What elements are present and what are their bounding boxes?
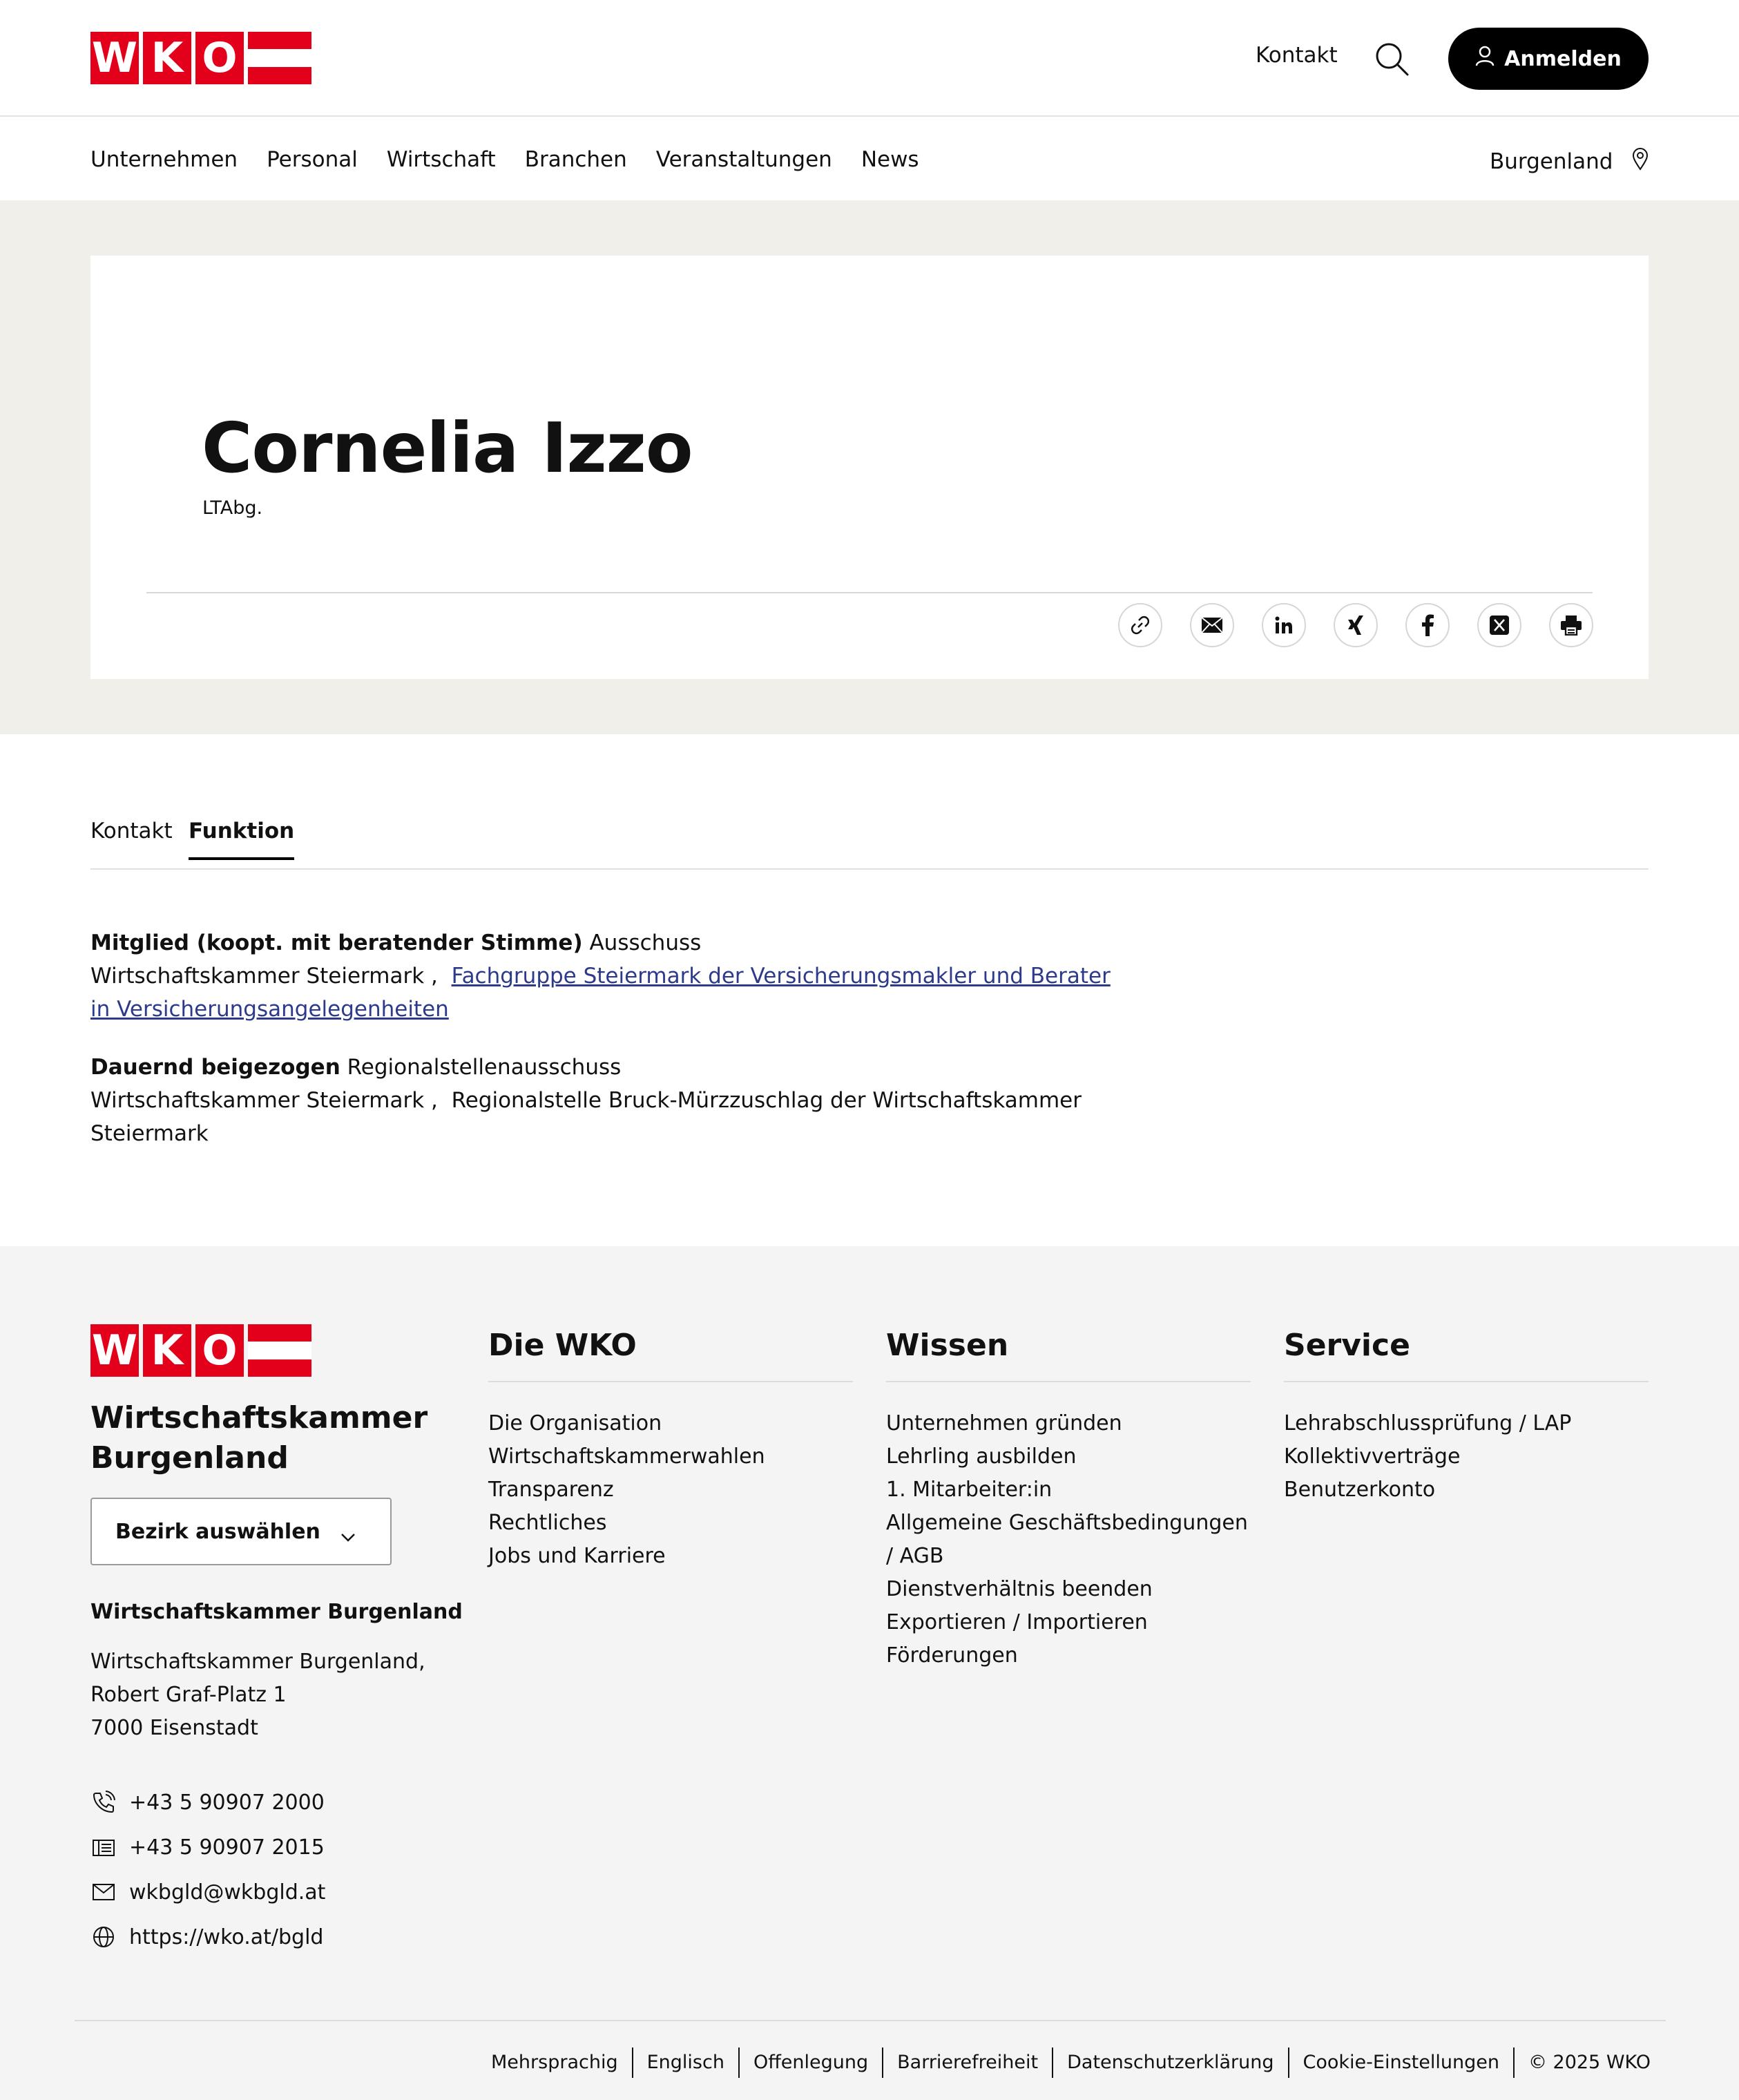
search-icon[interactable] xyxy=(1374,41,1410,77)
legal-link-barrierefreiheit[interactable]: Barrierefreiheit xyxy=(882,2048,1052,2078)
function-unit-link[interactable]: Fachgruppe Steiermark der Versicherungsmakler und Berater in Versicherungsangelegenheiten xyxy=(90,964,1111,1022)
nav-item-personal[interactable]: Personal xyxy=(267,147,358,172)
function-body: Regionalstellenausschuss xyxy=(347,1055,622,1080)
tab-kontakt[interactable]: Kontakt xyxy=(90,819,173,843)
legal-link-offenlegung[interactable]: Offenlegung xyxy=(738,2048,882,2078)
website-link[interactable] xyxy=(90,1924,323,1950)
address-title: Wirtschaftskammer Burgenland xyxy=(90,1600,463,1624)
user-icon xyxy=(1475,46,1495,72)
austria-flag-icon xyxy=(248,1324,311,1377)
footer-link[interactable]: 1. Mitarbeiter:in xyxy=(886,1478,1053,1502)
footer-link[interactable]: Förderungen xyxy=(886,1643,1018,1668)
site-footer xyxy=(0,1246,1739,2100)
chevron-down-icon xyxy=(340,1524,356,1548)
person-name: Cornelia Izzo xyxy=(202,408,693,488)
copyright: © 2025 WKO xyxy=(1513,2048,1664,2078)
logo-letter: K xyxy=(143,32,191,84)
footer-link[interactable]: Benutzerkonto xyxy=(1284,1478,1436,1502)
footer-link[interactable]: Die Organisation xyxy=(488,1411,662,1435)
facebook-icon[interactable] xyxy=(1405,603,1450,647)
logo-letter: O xyxy=(195,32,244,84)
legal-link-englisch[interactable]: Englisch xyxy=(632,2048,738,2078)
footer-link[interactable]: Lehrling ausbilden xyxy=(886,1444,1077,1469)
x-icon[interactable] xyxy=(1477,603,1521,647)
header-contact-link[interactable]: Kontakt xyxy=(1256,43,1338,68)
logo-letter: W xyxy=(90,1324,139,1377)
email-address: wkbgld@wkbgld.at xyxy=(129,1880,326,1905)
tab-bar xyxy=(90,819,1649,870)
email-link[interactable] xyxy=(90,1879,325,1905)
fax-icon xyxy=(90,1834,117,1860)
footer-wko-logo[interactable] xyxy=(90,1324,311,1377)
nav-item-wirtschaft[interactable]: Wirtschaft xyxy=(386,147,496,172)
footer-column-die-wko xyxy=(488,1328,853,1573)
address-line: 7000 Eisenstadt xyxy=(90,1716,258,1740)
print-icon[interactable] xyxy=(1549,603,1593,647)
function-org: Wirtschaftskammer Steiermark , xyxy=(90,1088,438,1113)
nav-item-branchen[interactable]: Branchen xyxy=(524,147,627,172)
linkedin-icon[interactable] xyxy=(1262,603,1306,647)
phone-link[interactable] xyxy=(90,1789,325,1815)
fax-link[interactable] xyxy=(90,1834,325,1860)
district-select-label: Bezirk auswählen xyxy=(115,1519,320,1544)
logo-letter: K xyxy=(143,1324,191,1377)
legal-link-cookies[interactable]: Cookie-Einstellungen xyxy=(1288,2048,1513,2078)
function-role: Dauernd beigezogen xyxy=(90,1055,340,1080)
footer-divider xyxy=(75,2020,1666,2021)
site-header xyxy=(0,0,1739,117)
function-entry xyxy=(90,1051,1126,1150)
function-org: Wirtschaftskammer Steiermark , xyxy=(90,964,438,989)
globe-icon xyxy=(90,1924,117,1950)
map-pin-icon xyxy=(1632,147,1649,176)
footer-org-name: Wirtschaftskammer Burgenland xyxy=(90,1400,428,1476)
profile-card xyxy=(90,256,1649,679)
mail-icon xyxy=(90,1879,117,1905)
footer-link[interactable]: Exportieren / Importieren xyxy=(886,1610,1148,1634)
footer-link[interactable]: Allgemeine Geschäftsbedingungen / AGB xyxy=(886,1511,1248,1568)
fax-number: +43 5 90907 2015 xyxy=(129,1835,325,1860)
login-button[interactable] xyxy=(1448,28,1649,90)
region-selector[interactable] xyxy=(1490,147,1649,176)
footer-link[interactable]: Rechtliches xyxy=(488,1511,607,1535)
function-entry xyxy=(90,926,1126,1026)
login-label: Anmelden xyxy=(1504,46,1622,71)
mail-icon[interactable] xyxy=(1190,603,1234,647)
address-line: Wirtschaftskammer Burgenland, xyxy=(90,1650,425,1674)
legal-link-mehrsprachig[interactable]: Mehrsprachig xyxy=(491,2052,618,2073)
austria-flag-icon xyxy=(248,32,311,84)
hero-section xyxy=(0,200,1739,734)
phone-number: +43 5 90907 2000 xyxy=(129,1790,325,1815)
address-line: Robert Graf-Platz 1 xyxy=(90,1683,287,1707)
person-title: LTAbg. xyxy=(202,497,263,519)
wko-logo[interactable] xyxy=(90,32,311,84)
xing-icon[interactable] xyxy=(1334,603,1378,647)
footer-column-wissen xyxy=(886,1328,1251,1672)
footer-link[interactable]: Unternehmen gründen xyxy=(886,1411,1122,1435)
district-select[interactable] xyxy=(90,1498,392,1565)
legal-links xyxy=(477,2048,1664,2078)
footer-link[interactable]: Transparenz xyxy=(488,1478,614,1502)
legal-link-datenschutz[interactable]: Datenschutzerklärung xyxy=(1052,2048,1287,2078)
footer-column-title: Wissen xyxy=(886,1328,1251,1382)
nav-item-news[interactable]: News xyxy=(861,147,919,172)
footer-link[interactable]: Lehrabschlussprüfung / LAP xyxy=(1284,1411,1572,1435)
footer-column-title: Die WKO xyxy=(488,1328,853,1382)
function-unit: Regionalstelle Bruck-Mürzzuschlag der Wirtschaftskammer Steiermark xyxy=(90,1088,1082,1146)
footer-column-title: Service xyxy=(1284,1328,1649,1382)
link-icon[interactable] xyxy=(1118,603,1162,647)
footer-link[interactable]: Wirtschaftskammerwahlen xyxy=(488,1444,765,1469)
function-body: Ausschuss xyxy=(589,930,702,955)
address xyxy=(90,1645,425,1745)
divider xyxy=(146,592,1593,593)
website-url: https://wko.at/bgld xyxy=(129,1925,324,1949)
tab-funktion[interactable]: Funktion xyxy=(189,819,294,860)
main-nav xyxy=(0,117,1739,200)
logo-letter: O xyxy=(195,1324,244,1377)
function-role: Mitglied (koopt. mit beratender Stimme) xyxy=(90,930,583,955)
footer-link[interactable]: Kollektivverträge xyxy=(1284,1444,1461,1469)
phone-icon xyxy=(90,1789,117,1815)
footer-link[interactable]: Jobs und Karriere xyxy=(488,1544,666,1568)
nav-item-unternehmen[interactable]: Unternehmen xyxy=(90,147,238,172)
logo-letter: W xyxy=(90,32,139,84)
footer-column-service xyxy=(1284,1328,1649,1507)
footer-link[interactable]: Dienstverhältnis beenden xyxy=(886,1577,1153,1601)
region-label: Burgenland xyxy=(1490,149,1613,174)
nav-item-veranstaltungen[interactable]: Veranstaltungen xyxy=(655,147,832,172)
